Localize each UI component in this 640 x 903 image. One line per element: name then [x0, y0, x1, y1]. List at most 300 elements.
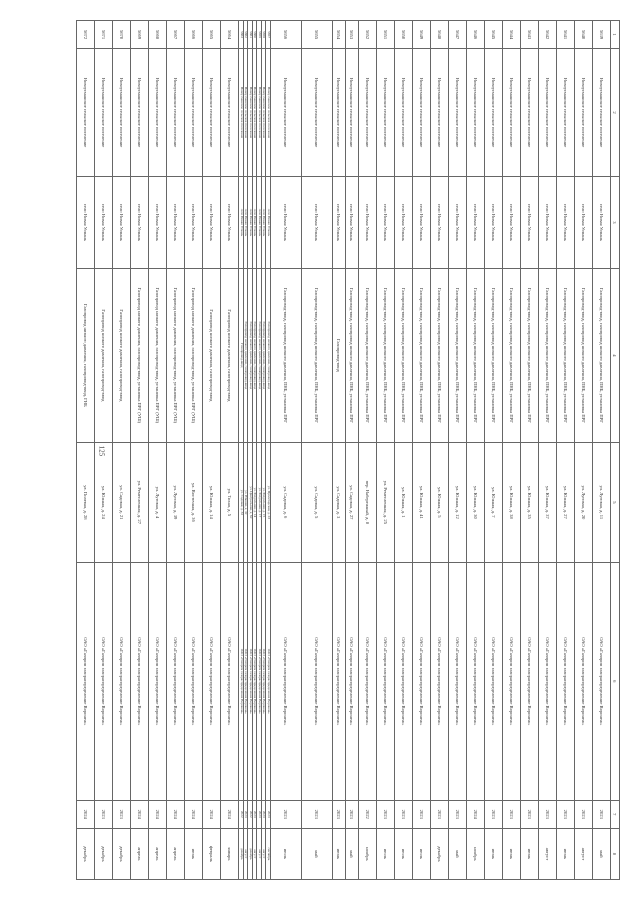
owner-name: ОАО «Газпром газораспределение Воронеж»: [539, 562, 557, 800]
object-address: ул. Южная, д. 1: [395, 442, 413, 562]
completion-year: 2023: [557, 800, 575, 828]
completion-year: 2022: [248, 800, 253, 828]
table-row: [467, 21, 485, 880]
row-number: 5666: [185, 21, 203, 49]
object-description: Газопровод-ввод, газопровод низкого давления, ПНБ, установка ПРГ: [593, 268, 611, 442]
settlement-name: Новоусманское сельское поселение: [271, 49, 302, 177]
object-description: Газопровод низкого давления, газопровод-ввод: [262, 268, 267, 442]
row-number: 5670: [113, 21, 131, 49]
settlement-name: Новоусманское сельское поселение: [593, 49, 611, 177]
owner-name: ОАО «Газпром газораспределение Воронеж»: [221, 562, 239, 800]
object-description: Газопровод-ввод, газопровод низкого давления, ПНБ, установка ПРГ: [431, 268, 449, 442]
table-row: [521, 21, 539, 880]
settlement-name: Новоусманское сельское поселение: [377, 49, 395, 177]
rotated-table-sheet: [50, 20, 620, 880]
settlement-name: Новоусманское сельское поселение: [221, 49, 239, 177]
settlement-name: Новоусманское сельское поселение: [266, 49, 271, 177]
object-description: Газопровод низкого давления, газопровод-ввод: [257, 268, 262, 442]
object-description: Газопровод-ввод, газопровод низкого давления, ПНБ, установка ПРГ: [503, 268, 521, 442]
object-description: Газопровод-ввод, газопровод низкого давления, ПНБ, установка ПРГ: [271, 268, 302, 442]
column-header: 4: [611, 268, 620, 442]
completion-month: июнь: [333, 828, 346, 879]
completion-year: 2024: [167, 800, 185, 828]
owner-name: ОАО «Газпром газораспределение Воронеж»: [503, 562, 521, 800]
object-address: ул. Южная, д. 35: [521, 442, 539, 562]
completion-month: декабрь: [431, 828, 449, 879]
locality-name: село Новая Усмань: [113, 176, 131, 268]
owner-name: ОАО «Газпром газораспределение Воронеж»: [113, 562, 131, 800]
settlement-name: Новоусманское сельское поселение: [239, 49, 244, 177]
settlement-name: Новоусманское сельское поселение: [257, 49, 262, 177]
owner-name: ОАО «Газпром газораспределение Воронеж»: [77, 562, 95, 800]
locality-name: село Новая Усмань: [575, 176, 593, 268]
completion-month: июнь: [503, 828, 521, 879]
row-number: 5672: [77, 21, 95, 49]
completion-month: ноябрь: [359, 828, 377, 879]
locality-name: село Новая Усмань: [467, 176, 485, 268]
object-address: ул. Пролетарская, д. 23: [266, 442, 271, 562]
object-description: Газопровод низкого давления, газопровод-ввод: [248, 268, 253, 442]
completion-month: июнь: [557, 828, 575, 879]
row-number: 5650: [395, 21, 413, 49]
locality-name: село Новая Усмань: [248, 176, 253, 268]
object-address: ул. Южная, д. 14: [203, 442, 221, 562]
owner-name: ОАО «Газпром газораспределение Воронеж»: [185, 562, 203, 800]
locality-name: село Новая Усмань: [271, 176, 302, 268]
completion-year: 2023: [575, 800, 593, 828]
object-description: Газопровод низкого давления, газопровод-ввод: [244, 268, 249, 442]
completion-month: апрель: [131, 828, 149, 879]
row-number: 5655: [302, 21, 333, 49]
table-row: [77, 21, 95, 880]
object-address: ул. Садовая, д. 6: [271, 442, 302, 562]
table-row: [449, 21, 467, 880]
completion-month: май: [302, 828, 333, 879]
object-description: Газопровод низкого давления, газопровод-ввод, установка ПРГ (УШ): [185, 268, 203, 442]
gas-pipeline-table: [77, 20, 621, 880]
object-address: ул. Южная, д. 32: [244, 442, 249, 562]
completion-year: 2023: [257, 800, 262, 828]
locality-name: село Новая Усмань: [257, 176, 262, 268]
settlement-name: Новоусманское сельское поселение: [503, 49, 521, 177]
row-number: 5668: [149, 21, 167, 49]
settlement-name: Новоусманское сельское поселение: [302, 49, 333, 177]
completion-month: июль: [377, 828, 395, 879]
row-number: 5661: [248, 21, 253, 49]
completion-month: август: [244, 828, 249, 879]
locality-name: село Новая Усмань: [203, 176, 221, 268]
settlement-name: Новоусманское сельское поселение: [131, 49, 149, 177]
row-number: 5647: [449, 21, 467, 49]
owner-name: ОАО «Газпром газораспределение Воронеж»: [203, 562, 221, 800]
row-number: 5657: [266, 21, 271, 49]
row-number: 5645: [485, 21, 503, 49]
object-address: ул. Центральная, д. 62: [248, 442, 253, 562]
settlement-name: Новоусманское сельское поселение: [539, 49, 557, 177]
settlement-name: Новоусманское сельское поселение: [346, 49, 359, 177]
owner-name: ОАО «Газпром газораспределение Воронеж»: [449, 562, 467, 800]
object-description: Газопровод низкого давления, газопровод-ввод: [266, 268, 271, 442]
object-address: ул. Восточная, д. 36: [185, 442, 203, 562]
owner-name: ОАО «Газпром газораспределение Воронеж»: [413, 562, 431, 800]
object-description: Газопровод-ввод, газопровод низкого давления, ПНБ, установка ПРГ: [575, 268, 593, 442]
settlement-name: Новоусманское сельское поселение: [185, 49, 203, 177]
object-address: ул. Луговая, д. 39: [167, 442, 185, 562]
owner-name: ОАО «Газпром газораспределение Воронеж»: [266, 562, 271, 800]
object-description: Газопровод-ввод, газопровод низкого давления, ПНБ, установка ПРГ: [413, 268, 431, 442]
column-header: 8: [611, 828, 620, 879]
completion-month: август: [575, 828, 593, 879]
owner-name: ОАО «Газпром газораспределение Воронеж»: [149, 562, 167, 800]
table-row: [266, 21, 271, 880]
column-header: 2: [611, 49, 620, 177]
completion-year: 2024: [221, 800, 239, 828]
object-address: ул. Южная, д. 12: [449, 442, 467, 562]
table-row: [302, 21, 333, 880]
locality-name: село Новая Усмань: [244, 176, 249, 268]
row-number: 5667: [167, 21, 185, 49]
locality-name: село Новая Усмань: [95, 176, 113, 268]
settlement-name: Новоусманское сельское поселение: [113, 49, 131, 177]
completion-month: июнь: [521, 828, 539, 879]
object-description: Газопровод-ввод, газопровод низкого давления, ПНБ, установка ПРГ: [449, 268, 467, 442]
locality-name: село Новая Усмань: [262, 176, 267, 268]
table-row: [244, 21, 249, 880]
locality-name: село Новая Усмань: [167, 176, 185, 268]
row-number: 5656: [271, 21, 302, 49]
completion-month: декабрь: [77, 828, 95, 879]
completion-year: 2024: [131, 800, 149, 828]
table-row: [253, 21, 258, 880]
object-description: Газопровод-ввод, газопровод низкого давления, ПНБ, установка ПРГ: [395, 268, 413, 442]
table-row: [413, 21, 431, 880]
completion-year: 2023: [395, 800, 413, 828]
locality-name: село Новая Усмань: [449, 176, 467, 268]
locality-name: село Новая Усмань: [266, 176, 271, 268]
table-row: [167, 21, 185, 880]
locality-name: село Новая Усмань: [253, 176, 258, 268]
object-address: ул. Тихая, д. 5: [221, 442, 239, 562]
locality-name: село Новая Усмань: [185, 176, 203, 268]
object-address: ул. Южная, д. 24: [95, 442, 113, 562]
object-address: ул. Раздольная, д. 15: [262, 442, 267, 562]
table-row: [185, 21, 203, 880]
owner-name: ОАО «Газпром газораспределение Воронеж»: [262, 562, 267, 800]
settlement-name: Новоусманское сельское поселение: [95, 49, 113, 177]
settlement-name: Новоусманское сельское поселение: [244, 49, 249, 177]
row-number: 5662: [244, 21, 249, 49]
row-number: 5664: [221, 21, 239, 49]
row-number: 5658: [262, 21, 267, 49]
owner-name: ОАО «Газпром газораспределение Воронеж»: [467, 562, 485, 800]
table-row: [431, 21, 449, 880]
owner-name: ОАО «Газпром газораспределение Воронеж»: [248, 562, 253, 800]
owner-name: ОАО «Газпром газораспределение Воронеж»: [95, 562, 113, 800]
header-row: [611, 21, 620, 880]
owner-name: ОАО «Газпром газораспределение Воронеж»: [359, 562, 377, 800]
table-body: [77, 21, 611, 880]
owner-name: ОАО «Газпром газораспределение Воронеж»: [557, 562, 575, 800]
locality-name: село Новая Усмань: [77, 176, 95, 268]
settlement-name: Новоусманское сельское поселение: [248, 49, 253, 177]
completion-month: май: [346, 828, 359, 879]
owner-name: ОАО «Газпром газораспределение Воронеж»: [257, 562, 262, 800]
object-description: Газопровод низкого давления, газопровод-ввод: [221, 268, 239, 442]
row-number: 5640: [575, 21, 593, 49]
settlement-name: Новоусманское сельское поселение: [431, 49, 449, 177]
row-number: 5665: [203, 21, 221, 49]
settlement-name: Новоусманское сельское поселение: [253, 49, 258, 177]
locality-name: село Новая Усмань: [593, 176, 611, 268]
row-number: 5642: [539, 21, 557, 49]
table-row: [557, 21, 575, 880]
completion-month: декабрь: [248, 828, 253, 879]
object-address: ул. Южная, д. 38: [503, 442, 521, 562]
owner-name: ОАО «Газпром газораспределение Воронеж»: [167, 562, 185, 800]
completion-month: июль: [413, 828, 431, 879]
locality-name: село Новая Усмань: [503, 176, 521, 268]
settlement-name: Новоусманское сельское поселение: [449, 49, 467, 177]
row-number: 5663: [239, 21, 244, 49]
completion-month: июль: [395, 828, 413, 879]
settlement-name: Новоусманское сельское поселение: [333, 49, 346, 177]
settlement-name: Новоусманское сельское поселение: [575, 49, 593, 177]
owner-name: ОАО «Газпром газораспределение Воронеж»: [346, 562, 359, 800]
object-description: Газопровод низкого давления, газопровод-ввод: [253, 268, 258, 442]
table-row: [503, 21, 521, 880]
object-description: Газопровод-ввод, газопровод низкого давления, ПНБ, установка ПРГ: [346, 268, 359, 442]
object-address: ул. Луговая, д. 4: [149, 442, 167, 562]
row-number: 5669: [131, 21, 149, 49]
object-description: Газопровод-ввод: [333, 268, 346, 442]
completion-year: 2024: [149, 800, 167, 828]
object-address: ул. Садовая, д. 3: [333, 442, 346, 562]
owner-name: ОАО «Газпром газораспределение Воронеж»: [333, 562, 346, 800]
completion-year: 2023: [244, 800, 249, 828]
completion-year: 2023: [333, 800, 346, 828]
completion-month: июль: [271, 828, 302, 879]
owner-name: ОАО «Газпром газораспределение Воронеж»: [271, 562, 302, 800]
completion-month: июнь: [185, 828, 203, 879]
completion-month: апрель: [167, 828, 185, 879]
completion-month: январь: [221, 828, 239, 879]
row-number: 5654: [333, 21, 346, 49]
row-number: 5648: [431, 21, 449, 49]
object-address: ул. Садовая, д. 21: [113, 442, 131, 562]
completion-year: 2024: [185, 800, 203, 828]
locality-name: село Новая Усмань: [377, 176, 395, 268]
completion-year: 2022: [239, 800, 244, 828]
row-number: 5641: [557, 21, 575, 49]
owner-name: ОАО «Газпром газораспределение Воронеж»: [521, 562, 539, 800]
completion-month: август: [539, 828, 557, 879]
completion-year: 2023: [266, 800, 271, 828]
table-row: [131, 21, 149, 880]
table-row: [262, 21, 267, 880]
locality-name: село Новая Усмань: [557, 176, 575, 268]
locality-name: село Новая Усмань: [395, 176, 413, 268]
object-description: Газопровод низкого давления, газопровод-ввод, установка ПРГ (УШ): [167, 268, 185, 442]
locality-name: село Новая Усмань: [131, 176, 149, 268]
completion-month: май: [449, 828, 467, 879]
row-number: 5671: [95, 21, 113, 49]
owner-name: ОАО «Газпром газораспределение Воронеж»: [485, 562, 503, 800]
row-number: 5643: [521, 21, 539, 49]
completion-month: февраль: [203, 828, 221, 879]
completion-year: 2023: [95, 800, 113, 828]
table-row: [575, 21, 593, 880]
object-address: ул. Южная, д. 5: [431, 442, 449, 562]
completion-year: 2024: [203, 800, 221, 828]
table-row: [95, 21, 113, 880]
object-address: ул. Ремесленная, д. 25: [377, 442, 395, 562]
object-address: ул. Садовая, д. 33: [239, 442, 244, 562]
locality-name: село Новая Усмань: [485, 176, 503, 268]
locality-name: село Новая Усмань: [413, 176, 431, 268]
completion-month: август: [253, 828, 258, 879]
locality-name: село Новая Усмань: [521, 176, 539, 268]
object-description: Газопровод-ввод, газопровод низкого давления, ПНБ, установка ПРГ: [521, 268, 539, 442]
row-number: 5651: [377, 21, 395, 49]
completion-year: 2023: [449, 800, 467, 828]
row-number: 5649: [413, 21, 431, 49]
table-row: [333, 21, 346, 880]
locality-name: село Новая Усмань: [333, 176, 346, 268]
completion-year: 2023: [302, 800, 333, 828]
completion-year: 2022: [359, 800, 377, 828]
settlement-name: Новоусманское сельское поселение: [167, 49, 185, 177]
object-description: Газопровод низкого давления, газопровод-ввод: [203, 268, 221, 442]
owner-name: ОАО «Газпром газораспределение Воронеж»: [575, 562, 593, 800]
settlement-name: Новоусманское сельское поселение: [203, 49, 221, 177]
column-header: 6: [611, 562, 620, 800]
table-row: [271, 21, 302, 880]
completion-month: сентябрь: [266, 828, 271, 879]
completion-year: 2024: [467, 800, 485, 828]
completion-year: 2023: [539, 800, 557, 828]
row-number: 5653: [346, 21, 359, 49]
row-number: 5639: [593, 21, 611, 49]
owner-name: ОАО «Газпром газораспределение Воронеж»: [593, 562, 611, 800]
object-address: пер. Набережный, д. 8: [359, 442, 377, 562]
completion-month: декабрь: [239, 828, 244, 879]
table-row: [149, 21, 167, 880]
object-description: Газопровод низкого давления, газопровод-ввод: [95, 268, 113, 442]
completion-month: май: [593, 828, 611, 879]
owner-name: ОАО «Газпром газораспределение Воронеж»: [253, 562, 258, 800]
owner-name: ОАО «Газпром газораспределение Воронеж»: [431, 562, 449, 800]
completion-month: декабрь: [113, 828, 131, 879]
object-address: ул. Луговая, д. 20: [575, 442, 593, 562]
locality-name: село Новая Усмань: [221, 176, 239, 268]
locality-name: село Новая Усмань: [302, 176, 333, 268]
settlement-name: Новоусманское сельское поселение: [149, 49, 167, 177]
object-address: ул. Южная, д. 30: [467, 442, 485, 562]
settlement-name: Новоусманское сельское поселение: [359, 49, 377, 177]
table-row: [359, 21, 377, 880]
object-address: ул. Южная, д. 27: [557, 442, 575, 562]
object-address: ул. Южная, д. 7: [485, 442, 503, 562]
object-description: Газопровод низкого давления, газопровод-ввод: [113, 268, 131, 442]
object-description: Газопровод-ввод, газопровод низкого давления, ПНБ, установка ПРГ: [359, 268, 377, 442]
object-address: ул. Южная, д. 41: [413, 442, 431, 562]
completion-month: август: [257, 828, 262, 879]
row-number: 5644: [503, 21, 521, 49]
object-description: Газопровод-ввод, газопровод низкого давления, ПНБ, установка ПРГ: [485, 268, 503, 442]
object-description: Газопровод-ввод, газопровод низкого давления, ПНБ, установка ПРГ: [302, 268, 333, 442]
object-description: Газопровод-ввод: [239, 268, 244, 442]
completion-year: 2023: [593, 800, 611, 828]
table-row: [248, 21, 253, 880]
completion-month: август: [262, 828, 267, 879]
column-header: 3: [611, 176, 620, 268]
locality-name: село Новая Усмань: [359, 176, 377, 268]
row-number: 5646: [467, 21, 485, 49]
object-description: Газопровод-ввод, газопровод низкого давления, ПНБ, установка ПРГ: [467, 268, 485, 442]
settlement-name: Новоусманское сельское поселение: [521, 49, 539, 177]
object-description: Газопровод-ввод, газопровод низкого давления, ПНБ, установка ПРГ: [557, 268, 575, 442]
table-row: [395, 21, 413, 880]
completion-year: 2023: [271, 800, 302, 828]
owner-name: ОАО «Газпром газораспределение Воронеж»: [377, 562, 395, 800]
row-number: 5652: [359, 21, 377, 49]
completion-month: апрель: [149, 828, 167, 879]
table-row: [257, 21, 262, 880]
object-address: ул. Садовая, д. 5: [302, 442, 333, 562]
settlement-name: Новоусманское сельское поселение: [485, 49, 503, 177]
settlement-name: Новоусманское сельское поселение: [395, 49, 413, 177]
completion-year: 2023: [377, 800, 395, 828]
locality-name: село Новая Усмань: [346, 176, 359, 268]
completion-year: 2023: [503, 800, 521, 828]
object-address: ул. Южная, д. 37: [539, 442, 557, 562]
settlement-name: Новоусманское сельское поселение: [77, 49, 95, 177]
locality-name: село Новая Усмань: [539, 176, 557, 268]
object-address: ул. Луговая, д. 11: [593, 442, 611, 562]
table-row: [593, 21, 611, 880]
settlement-name: Новоусманское сельское поселение: [262, 49, 267, 177]
table-row: [539, 21, 557, 880]
completion-year: 2023: [346, 800, 359, 828]
owner-name: ОАО «Газпром газораспределение Воронеж»: [395, 562, 413, 800]
object-address: ул. Полевая, д. 28: [77, 442, 95, 562]
completion-month: июнь: [485, 828, 503, 879]
owner-name: ОАО «Газпром газораспределение Воронеж»: [302, 562, 333, 800]
row-number: 5660: [253, 21, 258, 49]
settlement-name: Новоусманское сельское поселение: [413, 49, 431, 177]
completion-month: декабрь: [95, 828, 113, 879]
completion-year: 2023: [113, 800, 131, 828]
completion-year: 2023: [485, 800, 503, 828]
completion-month: ноябрь: [467, 828, 485, 879]
table-row: [203, 21, 221, 880]
settlement-name: Новоусманское сельское поселение: [557, 49, 575, 177]
table-row: [377, 21, 395, 880]
owner-name: ОАО «Газпром газораспределение Воронеж»: [239, 562, 244, 800]
object-address: ул. Ремесленная, д. 27: [131, 442, 149, 562]
object-address: ул. Раздольная, д. 17: [257, 442, 262, 562]
object-address: ул. Садовая, д. 27: [346, 442, 359, 562]
row-number: 5659: [257, 21, 262, 49]
completion-year: 2024: [77, 800, 95, 828]
completion-year: 2023: [431, 800, 449, 828]
locality-name: село Новая Усмань: [239, 176, 244, 268]
table-row: [485, 21, 503, 880]
column-header: 5: [611, 442, 620, 562]
object-description: Газопровод низкого давления, газопровод-ввод, установка ПРГ (УШ): [149, 268, 167, 442]
object-description: Газопровод низкого давления, газопровод-ввод, установка ПРГ (УШ): [131, 268, 149, 442]
column-header: 7: [611, 800, 620, 828]
